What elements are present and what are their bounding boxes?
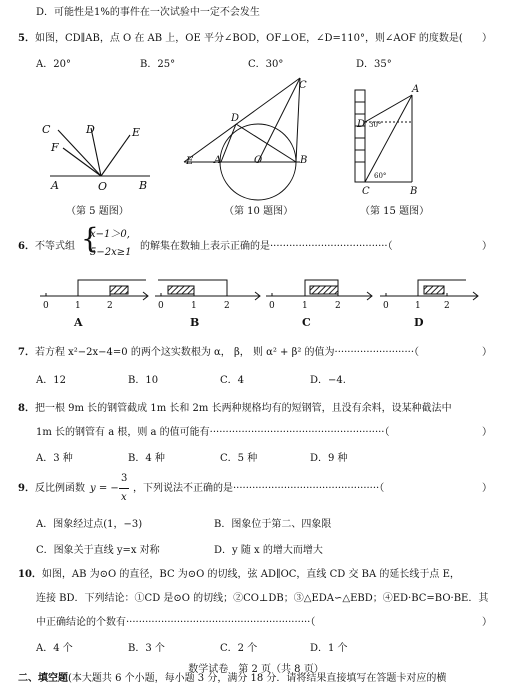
q8-option-c: C．5 种 xyxy=(220,453,258,464)
numline-c-shade xyxy=(310,286,338,294)
q9-paren: ） xyxy=(482,483,492,494)
q6-ineq-1: x−1＞0, xyxy=(90,229,130,240)
q10-paren: ） xyxy=(482,617,492,628)
fig10-label-c: C xyxy=(299,80,307,91)
numline-a-letter: A xyxy=(74,316,83,329)
q7-text: 若方程 x²−2x−4=0 的两个这实数根为 α， β， 则 α² + β² 的值为·························（ xyxy=(34,347,420,358)
q9-stem-lead xyxy=(18,482,85,495)
fig5-label-d: D xyxy=(86,123,95,136)
q10-option-c: C．2 个 xyxy=(220,643,258,654)
fig15-label-a: A xyxy=(412,84,420,95)
numline-d-tick-0: 0 xyxy=(383,301,389,311)
q7-option-d: D．−4. xyxy=(310,375,346,386)
q9-frac-num: 3 xyxy=(121,473,128,484)
fig10-label-d: D xyxy=(231,113,240,124)
fig10-label-b: B xyxy=(300,155,308,166)
q5-number: 5． xyxy=(18,33,35,44)
fig15-label-b: B xyxy=(410,186,418,197)
numline-c-tick-0: 0 xyxy=(269,301,275,311)
fig10-label-e: E xyxy=(186,156,194,167)
q10-number: 10． xyxy=(18,569,42,580)
numline-a-tick-2: 2 xyxy=(107,301,113,311)
fig5-label-o: O xyxy=(98,180,108,193)
q8-line1: 把一根 9m 长的钢管截成 1m 长和 2m 长两种规格均有的短钢管，且没有余料，设某种截法中 xyxy=(34,403,452,414)
page-footer: 数学试卷 第 2 页（共 8 页） xyxy=(188,664,324,675)
numline-d-letter: D xyxy=(414,316,424,329)
q10-option-a: A．4 个 xyxy=(36,643,73,654)
fig10-label-a: A xyxy=(214,155,222,166)
q7-stem xyxy=(18,346,419,359)
numline-b-tick-2: 2 xyxy=(224,301,230,311)
q9-lead: 反比例函数 xyxy=(34,483,85,494)
q6-tail: 的解集在数轴上表示正确的是·····································（ xyxy=(140,241,393,252)
q10-option-d: D．1 个 xyxy=(310,643,348,654)
numline-c-letter: C xyxy=(302,316,311,329)
q7-option-a: A．12 xyxy=(36,375,66,386)
q9-frac-bar xyxy=(119,488,129,489)
fig5-label-a: A xyxy=(51,179,59,192)
q9-eq: y = − xyxy=(90,483,119,494)
q7-paren: ） xyxy=(482,347,492,358)
q8-stem-line1 xyxy=(18,402,452,415)
q8-line2: 1m 长的钢管有 a 根，则 a 的值可能有·······················································（ xyxy=(36,427,390,438)
q6-lead: 不等式组 xyxy=(34,241,75,252)
numline-b-letter: B xyxy=(190,316,200,329)
numline-b-tick-0: 0 xyxy=(158,301,164,311)
fig5-label-f: F xyxy=(51,141,59,154)
q9-tail: ，下列说法不正确的是··············································（ xyxy=(133,483,385,494)
fig10-caption: （第 10 题图） xyxy=(224,206,294,217)
numline-c-tick-1: 1 xyxy=(302,301,308,311)
q10-line1: 如图，AB 为⊙O 的直径，BC 为⊙O 的切线，弦 AD∥OC，直线 CD 交 BA 的延长线于点 E， xyxy=(41,569,460,580)
q5-text: 如图，CD∥AB，点 O 在 AB 上，OE 平分∠BOD，OF⊥OE，∠D=110°，则∠AOF 的度数是( xyxy=(34,33,463,44)
numline-a-tick-1: 1 xyxy=(75,301,81,311)
q6-number: 6． xyxy=(18,241,35,252)
fig5-label-c: C xyxy=(42,123,51,136)
q9-option-b: B．图象位于第二、四象限 xyxy=(214,519,332,530)
prev-option-d: D．可能性是1%的事件在一次试验中一定不会发生 xyxy=(36,7,260,18)
numline-b-tick-1: 1 xyxy=(191,301,197,311)
fig5-label-b: B xyxy=(139,179,148,192)
q5-option-d: D．35° xyxy=(356,59,392,70)
fig15-caption: （第 15 题图） xyxy=(360,206,430,217)
q10-option-b: B．3 个 xyxy=(128,643,165,654)
q6-brace: { xyxy=(81,222,99,255)
q10-line3: 中正确结论的个数有··························································（ xyxy=(36,617,316,628)
q9-number: 9． xyxy=(18,483,35,494)
q10-stem-line1 xyxy=(18,568,460,581)
q9-option-d: D．y 随 x 的增大而增大 xyxy=(214,545,323,556)
q7-option-b: B．10 xyxy=(128,375,159,386)
numline-a-tick-0: 0 xyxy=(43,301,49,311)
q8-option-d: D．9 种 xyxy=(310,453,348,464)
q5-option-b: B．25° xyxy=(140,59,176,70)
q6-ineq-2: 5−2x≥1 xyxy=(90,247,132,258)
q8-paren: ） xyxy=(482,427,492,438)
q7-option-c: C．4 xyxy=(220,375,245,386)
fig15-label-d: D xyxy=(357,119,366,130)
section2-heading xyxy=(18,672,446,685)
section2-title: 二、填空题 xyxy=(18,673,68,684)
fig15-angle-30: 30° xyxy=(369,121,382,129)
numline-c-tick-2: 2 xyxy=(335,301,341,311)
q5-option-c: C．30° xyxy=(248,59,284,70)
q9-option-a: A．图象经过点(1，−3) xyxy=(36,519,143,530)
numline-d-shade xyxy=(424,286,444,294)
q5-paren: ） xyxy=(482,33,492,44)
numline-d-tick-1: 1 xyxy=(415,301,421,311)
q8-option-b: B．4 种 xyxy=(128,453,165,464)
numline-b-shade xyxy=(168,286,194,294)
numline-a-shade xyxy=(110,286,128,294)
fig5-caption: （第 5 题图） xyxy=(66,206,129,217)
fig5-label-e: E xyxy=(132,126,141,139)
fig15-label-c: C xyxy=(362,186,370,197)
fig15-angle-60: 60° xyxy=(374,172,387,180)
q5-option-a: A．20° xyxy=(36,59,71,70)
q9-option-c: C．图象关于直线 y=x 对称 xyxy=(36,545,160,556)
section2-text: (本大题共 6 个小题，每小题 3 分，满分 18 分．请将结果直接填写在答题卡对应的横 xyxy=(68,673,447,684)
q8-option-a: A．3 种 xyxy=(36,453,73,464)
q8-number: 8． xyxy=(18,403,35,414)
q10-line2: 连接 BD．下列结论：①CD 是⊙O 的切线；②CO⊥DB；③△EDA∽△EBD；④ED·BC=BO·BE．其 xyxy=(36,593,489,604)
q9-frac-den: x xyxy=(121,492,127,503)
q6-paren: ） xyxy=(482,241,492,252)
fig10-label-o: O xyxy=(254,155,263,166)
numline-d-tick-2: 2 xyxy=(444,301,450,311)
q7-number: 7． xyxy=(18,347,35,358)
